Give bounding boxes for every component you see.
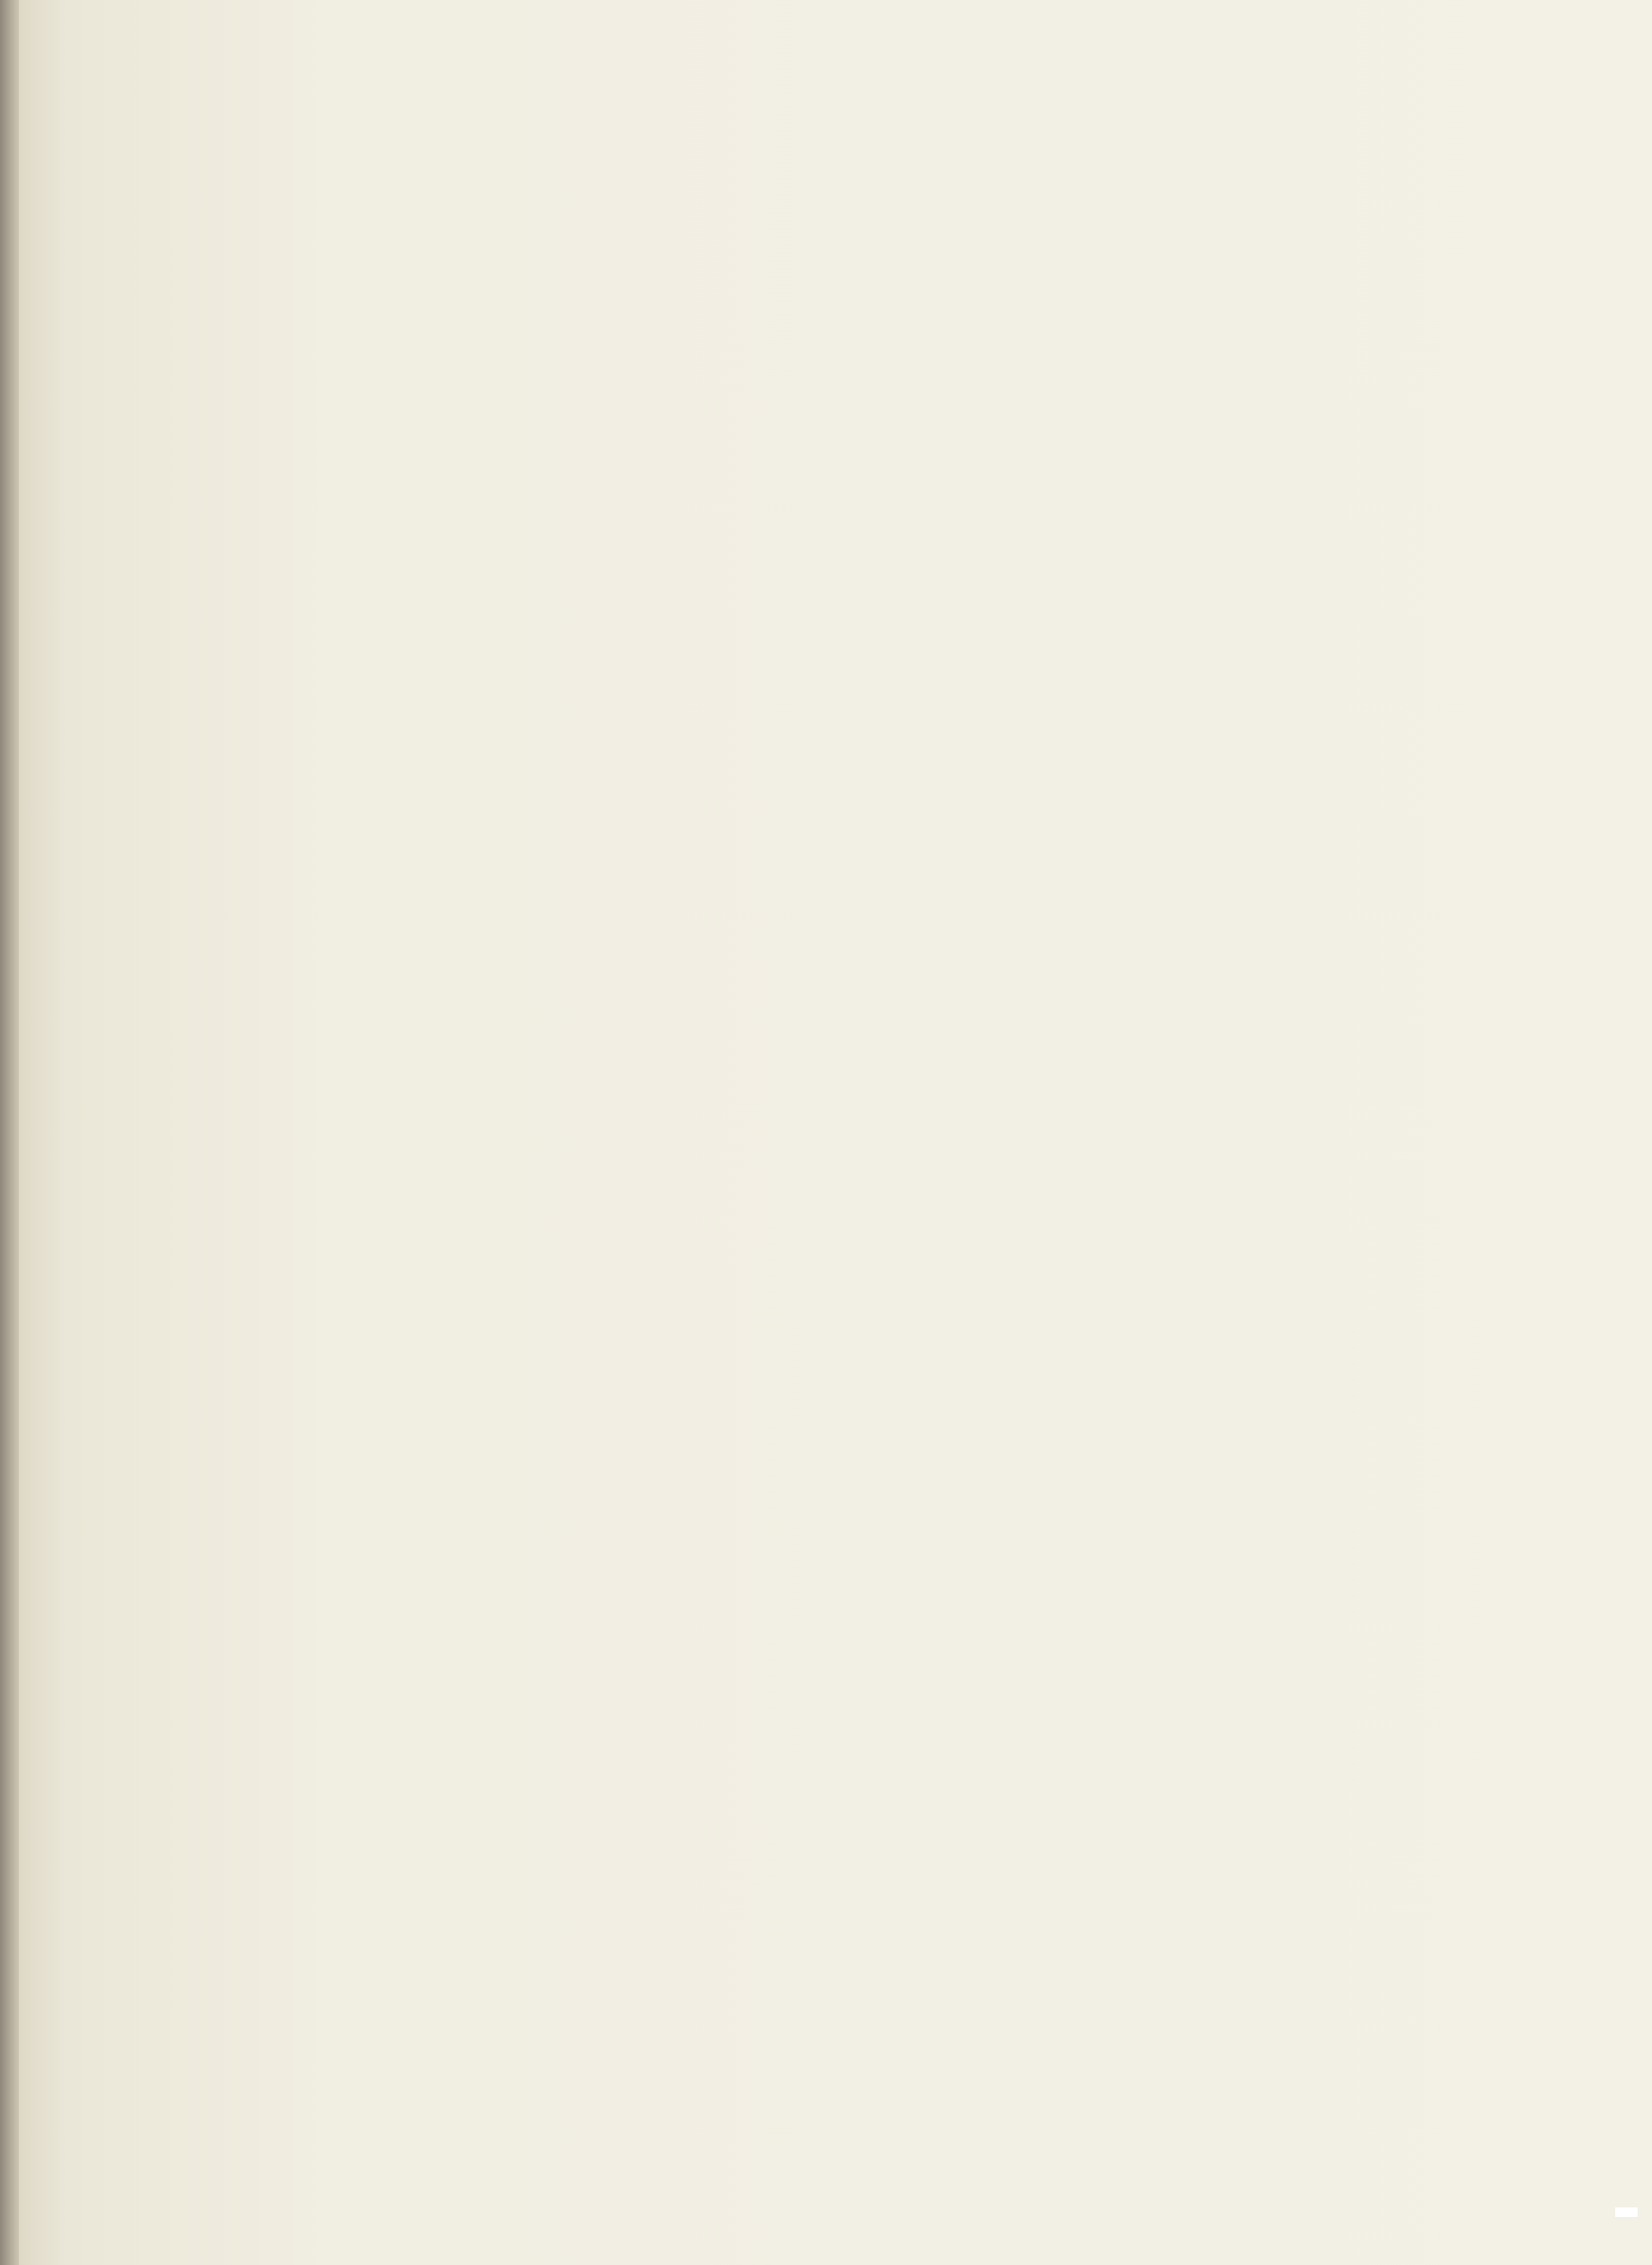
page-header <box>304 112 1487 168</box>
footer-credit[interactable] <box>1615 2207 1638 2217</box>
